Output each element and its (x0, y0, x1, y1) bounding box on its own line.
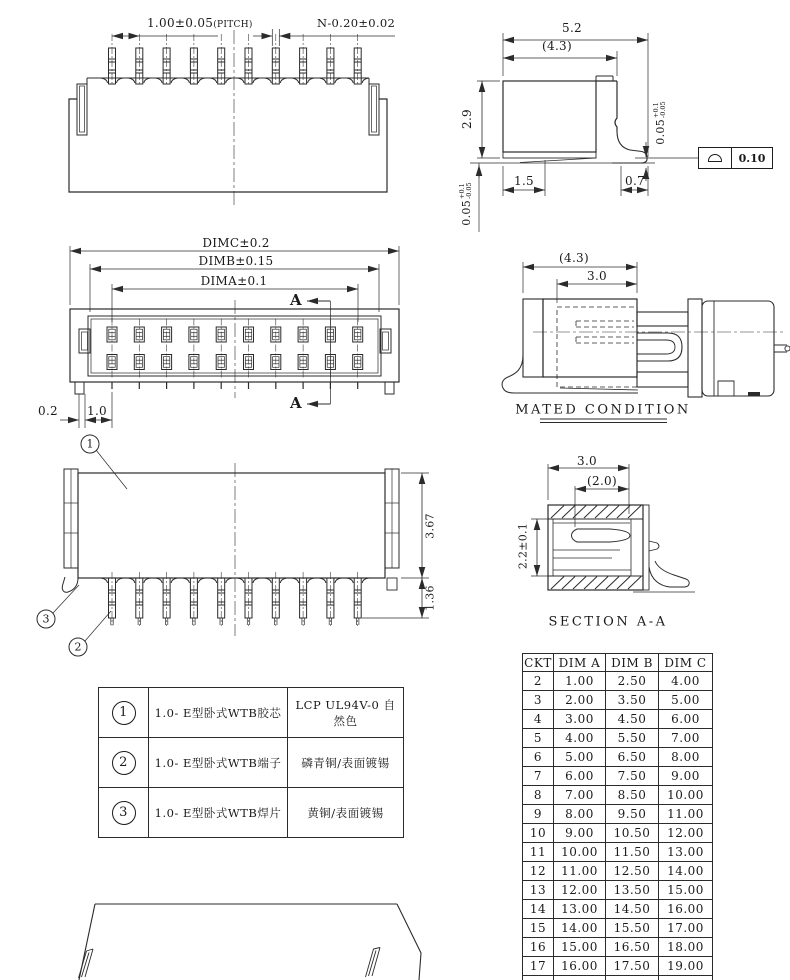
iso-view-linework (79, 904, 422, 980)
dim-table-row (523, 881, 713, 900)
dim-table-header-cell: CKT (524, 655, 552, 670)
dim-table-cell: 2.50 (606, 672, 659, 691)
dim-table-cell: 8.50 (606, 786, 659, 805)
dim-table-cell: 2.00 (554, 691, 606, 710)
dim-table-row (523, 862, 713, 881)
dim-table-cell: 9.00 (554, 824, 606, 843)
dim-table-cell: 12.00 (659, 824, 713, 843)
opening-height-label: 2.2±0.1 (516, 522, 530, 570)
dim-table-cell: 3 (523, 691, 554, 710)
callout-badge: 1 (112, 701, 136, 725)
dim-table-cell: 17.50 (606, 957, 659, 976)
dim-table-cell (554, 976, 606, 980)
edge-offset-label: 0.2 (38, 404, 58, 418)
dim-table-cell: 3.50 (606, 691, 659, 710)
section-letter-top: A (290, 291, 302, 309)
parts-table-body (99, 688, 404, 838)
dim-table-row (523, 767, 713, 786)
dim-table-cell: 13.00 (659, 843, 713, 862)
dim-table-cell: 8 (523, 786, 554, 805)
dim-table-row (523, 938, 713, 957)
dim-table-row (523, 786, 713, 805)
dim-table-cell: 13.50 (606, 881, 659, 900)
parts-table-row (99, 738, 404, 788)
dim-table-cell: 9.00 (659, 767, 713, 786)
dim-table-cell: 10.00 (554, 843, 606, 862)
dim-table-cell: 13 (523, 881, 554, 900)
flatness-value: 0.10 (732, 147, 773, 169)
dim-table-cell: 10 (523, 824, 554, 843)
dim-table-cell: 2 (523, 672, 554, 691)
body-height-label: 3.67 (423, 513, 437, 539)
section-inner-width-label: (2.0) (587, 474, 617, 488)
pitch-dimension-label: 1.00±0.05(PITCH) (147, 16, 253, 30)
dim-table-clipped-row (523, 976, 713, 980)
dim-table-cell: 10.50 (606, 824, 659, 843)
section-outer-width-label: 3.0 (577, 454, 597, 468)
part-material-cell: 磷青铜/表面镀锡 (288, 738, 404, 788)
part-name-cell: 1.0- E型卧式WTB焊片 (149, 788, 288, 838)
dim-table-cell: 15.50 (606, 919, 659, 938)
mated-view-linework (502, 262, 790, 423)
dim-table-row (523, 919, 713, 938)
overall-width-label: 5.2 (562, 21, 582, 35)
dim-table-cell: 16.00 (659, 900, 713, 919)
dim-b-label: DIMB±0.15 (198, 254, 274, 268)
dim-table-cell: 14 (523, 900, 554, 919)
parts-table-row (99, 788, 404, 838)
dim-table-cell: 5 (523, 729, 554, 748)
standoff-right-label: 0.05 +0.1 -0.05 (652, 101, 667, 145)
callout-badge: 3 (112, 801, 136, 825)
part-number-cell (99, 738, 149, 788)
dim-table-cell: 11.50 (606, 843, 659, 862)
callout-balloon-1: 1 (81, 435, 100, 454)
top-view-linework (69, 29, 395, 205)
foot-right-dim-label: 0.7 (625, 174, 645, 188)
dim-table-cell: 8.00 (659, 748, 713, 767)
dim-table-cell: 6 (523, 748, 554, 767)
dim-table-cell: 16.00 (554, 957, 606, 976)
callout-balloon-3: 3 (37, 610, 56, 629)
dim-table-cell: 15.00 (554, 938, 606, 957)
dim-table-header-row (523, 654, 713, 672)
part-name-cell: 1.0- E型卧式WTB端子 (149, 738, 288, 788)
dim-table-cell: 9.50 (606, 805, 659, 824)
dim-table-row (523, 843, 713, 862)
part-material-cell: 黄铜/表面镀锡 (288, 788, 404, 838)
mated-condition-caption: MATED CONDITION (515, 402, 691, 418)
surface-profile-icon (698, 147, 732, 169)
dim-table-row (523, 748, 713, 767)
dim-table-cell: 16.50 (606, 938, 659, 957)
dim-table (522, 653, 713, 980)
profile-view-linework (53, 450, 429, 641)
dim-table-row (523, 691, 713, 710)
dim-table-cell: 7.00 (659, 729, 713, 748)
part-number-cell (99, 788, 149, 838)
dim-table-cell: 8.00 (554, 805, 606, 824)
dim-table-cell: 4.50 (606, 710, 659, 729)
dim-table-cell: 10.00 (659, 786, 713, 805)
parts-table-row (99, 688, 404, 738)
dim-table-cell (606, 976, 659, 980)
dim-table-cell: 6.00 (659, 710, 713, 729)
height-label: 2.9 (460, 109, 474, 129)
dim-table-row (523, 824, 713, 843)
part-name-cell: 1.0- E型卧式WTB胶芯 (149, 688, 288, 738)
dim-table-cell: 9 (523, 805, 554, 824)
dim-table-cell: 14.00 (554, 919, 606, 938)
dim-table-cell: 6.00 (554, 767, 606, 786)
dim-table-cell: 5.50 (606, 729, 659, 748)
dim-table-cell: 5.00 (554, 748, 606, 767)
dim-table-row (523, 710, 713, 729)
dim-table-cell: 17.00 (659, 919, 713, 938)
section-caption: SECTION A-A (548, 614, 668, 630)
dim-table-body (523, 654, 713, 980)
dim-table-cell: 11.00 (659, 805, 713, 824)
dim-table-cell: 5.00 (659, 691, 713, 710)
dim-table-cell: 6.50 (606, 748, 659, 767)
parts-table (98, 687, 404, 838)
pin-length-label: 1.36 (423, 585, 437, 611)
dim-table-cell: 12.50 (606, 862, 659, 881)
dim-table-cell: 14.50 (606, 900, 659, 919)
dim-table-header-cell: DIM B (606, 654, 659, 672)
dim-table-row (523, 729, 713, 748)
dim-table-cell (523, 976, 554, 980)
dim-table-row (523, 957, 713, 976)
callout-balloon-2: 2 (69, 638, 88, 657)
pin-width-dimension-label: N-0.20±0.02 (317, 16, 396, 30)
dim-table-cell: 7.00 (554, 786, 606, 805)
dim-table-cell: 1.00 (554, 672, 606, 691)
section-letter-bottom: A (290, 394, 302, 412)
part-material-cell: LCP UL94V-0 自然色 (288, 688, 404, 738)
dim-table-header-cell: DIM A (554, 654, 606, 672)
dim-table-cell: 7.50 (606, 767, 659, 786)
dim-table-cell: 7 (523, 767, 554, 786)
dim-table-cell: 15 (523, 919, 554, 938)
dim-table-row (523, 805, 713, 824)
dim-table-cell (659, 976, 713, 980)
mating-depth-label: 3.0 (587, 269, 607, 283)
dim-table-cell: 14.00 (659, 862, 713, 881)
end-pitch-label: 1.0 (87, 404, 107, 418)
dim-a-label: DIMA±0.1 (200, 274, 268, 288)
callout-badge: 2 (112, 751, 136, 775)
standoff-left-label: 0.05 +0.1 -0.05 (458, 182, 473, 226)
dim-table-cell: 4 (523, 710, 554, 729)
dim-table-cell: 11.00 (554, 862, 606, 881)
dim-table-row (523, 900, 713, 919)
dim-table-cell: 4.00 (659, 672, 713, 691)
dim-table-row (523, 672, 713, 691)
dim-table-cell: 3.00 (554, 710, 606, 729)
dim-table-cell: 11 (523, 843, 554, 862)
dim-table-cell: 12 (523, 862, 554, 881)
mated-body-width-label: (4.3) (559, 251, 589, 265)
foot-left-dim-label: 1.5 (514, 174, 534, 188)
dim-table-cell: 16 (523, 938, 554, 957)
dim-table-header-cell: DIM C (659, 654, 713, 672)
dim-table-cell: 13.00 (554, 900, 606, 919)
body-width-label: (4.3) (542, 39, 572, 53)
dim-table-cell: 18.00 (659, 938, 713, 957)
dim-c-label: DIMC±0.2 (202, 236, 270, 250)
part-number-cell (99, 688, 149, 738)
dim-table-cell: 19.00 (659, 957, 713, 976)
dim-table-cell: 17 (523, 957, 554, 976)
feature-control-frame (698, 147, 773, 169)
dim-table-cell: 4.00 (554, 729, 606, 748)
dim-table-cell: 15.00 (659, 881, 713, 900)
dim-table-cell: 12.00 (554, 881, 606, 900)
